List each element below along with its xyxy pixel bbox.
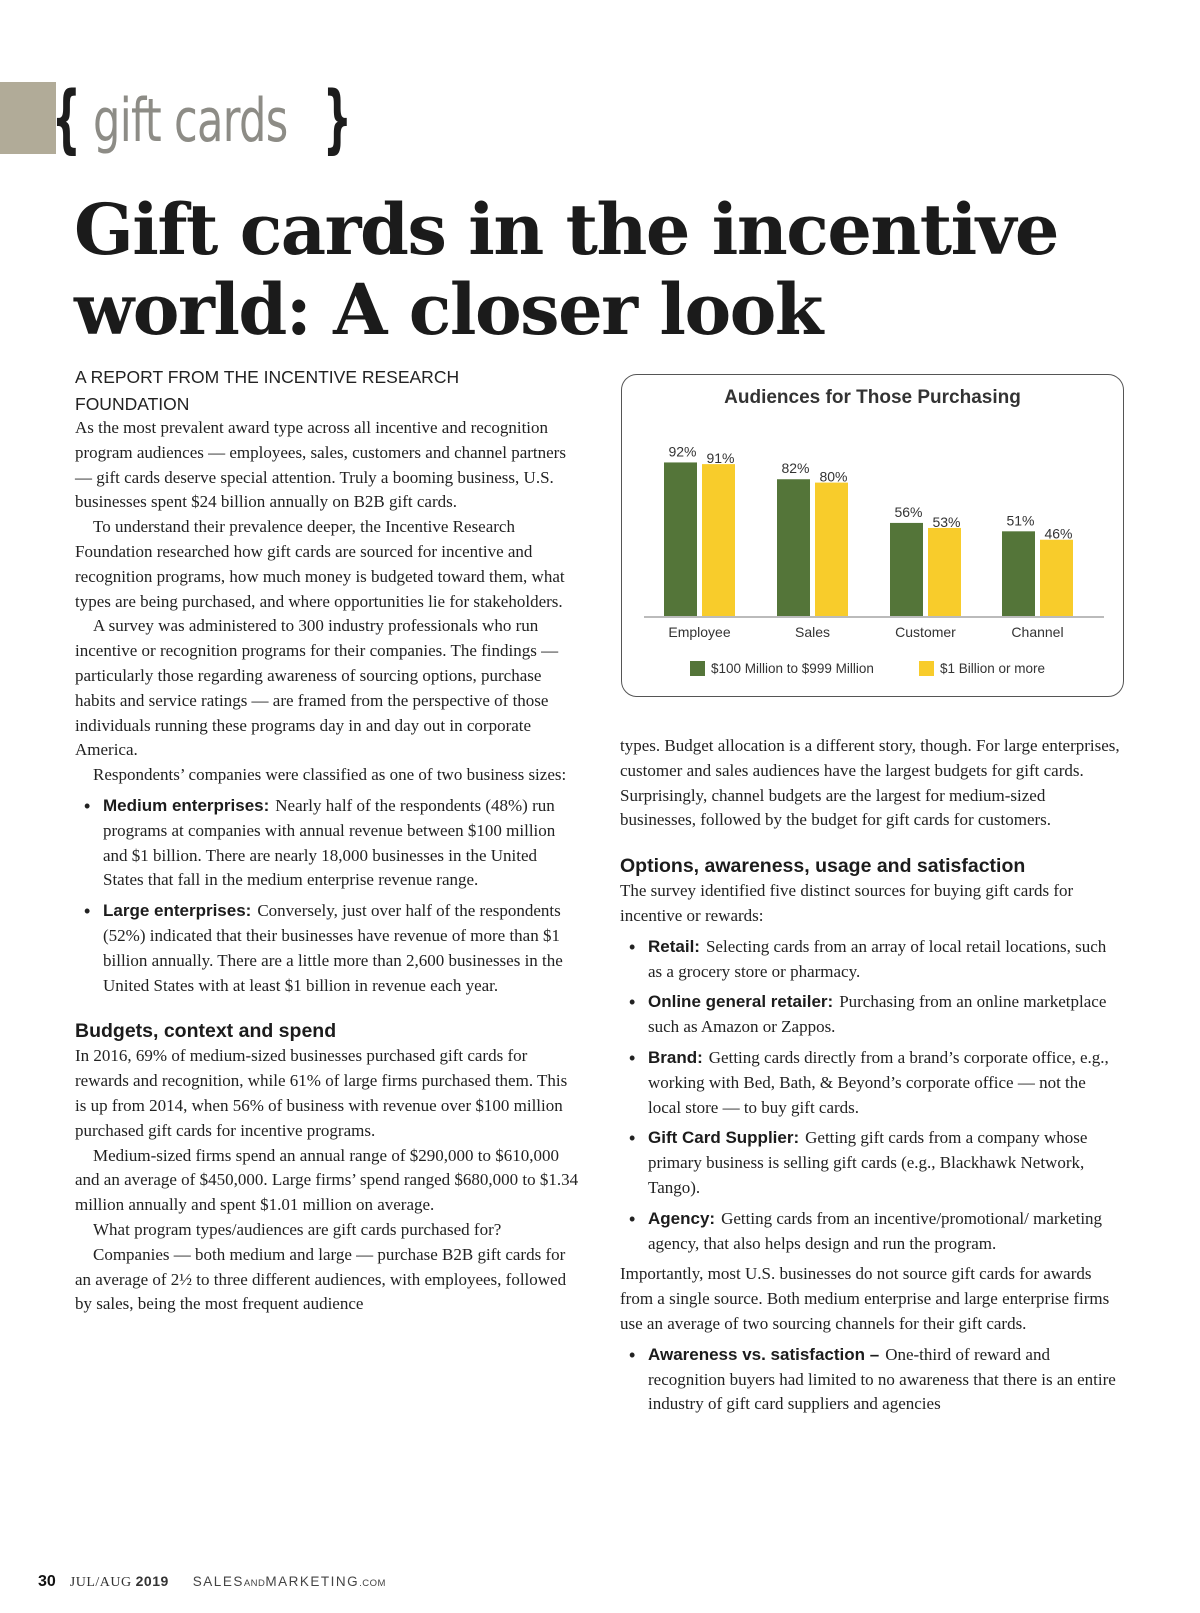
issue-month: JUL/AUG — [69, 1575, 132, 1590]
legend-swatch — [919, 661, 934, 676]
right-column — [620, 734, 1120, 1423]
paragraph: types. Budget allocation is a different story, though. For large enterprises, customer and sales audiences have the largest budgets for gift cards. Surprisingly, channel budgets are the largest for medium-sized businesses, followed by the budget for gift cards for customers. — [620, 736, 1120, 830]
paragraph: To understand their prevalence deeper, the Incentive Research Foundation researched how gift cards are sourced for incentive and recognition programs, how much money is budgeted toward them, what types are being purchased, and where opportunities lie for stakeholders. — [75, 517, 565, 611]
chart-bar — [890, 523, 923, 617]
list-item — [75, 794, 580, 893]
legend-swatch — [690, 661, 705, 676]
paragraph: What program types/audiences are gift cards purchased for? — [93, 1219, 502, 1239]
site-name-part: SALES — [192, 1574, 244, 1589]
chart-bar — [702, 464, 735, 617]
list-item — [620, 1046, 1120, 1120]
list-item-text: Selecting cards from an array of local retail locations, such as a grocery store or pharmacy. — [648, 936, 1107, 981]
chart-bar — [815, 483, 848, 617]
section-tag-label: gift cards — [92, 86, 288, 156]
paragraph: Importantly, most U.S. businesses do not source gift cards for awards from a single source. Both medium enterprise and large enterprise firms use an average of two sourcing channels for their gift cards. — [620, 1264, 1110, 1333]
paragraph: A survey was administered to 300 industry professionals who run incentive or recognition programs for their companies. The findings — particularly those regarding awareness of sourcing options, purchase habits and service ratings — are framed from the perspective of those individuals running these programs day in and day out in corporate America. — [75, 616, 559, 760]
paragraph: Respondents’ companies were classified as one of two business sizes: — [93, 765, 567, 785]
issue-date — [70, 1573, 169, 1591]
byline: A REPORT FROM THE INCENTIVE RESEARCH FOUNDATION — [75, 367, 460, 414]
page-footer — [38, 1573, 386, 1591]
list-item — [620, 1126, 1120, 1200]
left-bracket-glyph: { — [51, 76, 81, 162]
paragraph: The survey identified five distinct sources for buying gift cards for incentive or rewards: — [620, 881, 1074, 925]
chart-bar — [928, 528, 961, 617]
chart-category-label: Customer — [895, 624, 956, 640]
list-item-text: Purchasing from an online marketplace such as Amazon or Zappos. — [648, 992, 1107, 1037]
list-item-text: Nearly half of the respondents (48%) run programs at companies with annual revenue between $100 million and $1 billion. There are nearly 18,000 businesses in the United States that fall in the medium enterprise revenue range. — [103, 795, 556, 890]
headline-line-2: world: A closer look — [74, 268, 822, 351]
list-item-text: One-third of reward and recognition buyers had limited to no awareness that there is an entire industry of gift card suppliers and agencies — [648, 1344, 1116, 1414]
list-item-lead: Awareness vs. satisfaction – — [648, 1344, 880, 1364]
list-item-text: Getting cards from an incentive/promotional/ marketing agency, that also helps design and run the program. — [648, 1208, 1103, 1253]
list-item — [620, 1207, 1120, 1257]
section-tag — [40, 76, 363, 162]
site-name-part: .COM — [359, 1578, 386, 1589]
chart-canvas — [622, 375, 1125, 698]
right-bracket-glyph: } — [322, 76, 352, 162]
chart-data-label: 92% — [668, 443, 697, 460]
chart-category-label: Sales — [794, 624, 831, 640]
left-column — [75, 416, 580, 1317]
site-name-part: MARKETING — [265, 1574, 360, 1589]
source-list — [620, 935, 1120, 1257]
list-item-text: Getting cards directly from a brand’s corporate office, e.g., working with Bed, Bath, & Beyond’s corporate office — not the local store — to buy gift cards. — [648, 1047, 1109, 1117]
list-item-text: Conversely, just over half of the respondents (52%) indicated that their businesses have revenue of more than $1 billion annually. There are a little more than 2,600 businesses in the United States with at least $1 billion in revenue each year. — [103, 901, 563, 995]
list-item-lead: Retail: — [648, 936, 700, 956]
site-name — [193, 1574, 386, 1589]
list-item-text: Getting gift cards from a company whose primary business is selling gift cards (e.g., Blackhawk Network, Tango). — [648, 1128, 1088, 1197]
chart-data-label: 56% — [894, 503, 923, 520]
chart-data-label: 51% — [1006, 512, 1035, 529]
headline-line-1: Gift cards in the incentive — [74, 188, 1058, 271]
section-heading: Options, awareness, usage and satisfaction — [620, 855, 1026, 878]
page-number: 30 — [38, 1573, 56, 1590]
list-item-lead: Online general retailer: — [648, 992, 834, 1012]
chart-category-label: Channel — [1011, 624, 1064, 640]
chart-data-label: 82% — [781, 460, 810, 477]
chart-category-label: Employee — [668, 624, 731, 640]
chart-bar — [664, 462, 697, 617]
site-name-part: AND — [243, 1578, 266, 1589]
legend-label: $1 Billion or more — [940, 661, 1046, 676]
list-item-lead: Agency: — [648, 1208, 716, 1228]
paragraph: Companies — both medium and large — purchase B2B gift cards for an average of 2½ to three different audiences, with employees, followed by sales, being the most frequent audience — [75, 1244, 567, 1314]
chart-data-label: 53% — [932, 513, 961, 530]
business-size-list — [75, 794, 580, 998]
chart-data-label: 91% — [706, 450, 735, 467]
list-item-lead: Large enterprises: — [103, 901, 252, 921]
chart-title: Audiences for Those Purchasing — [724, 387, 1021, 408]
section-heading: Budgets, context and spend — [75, 1020, 337, 1043]
issue-year: 2019 — [135, 1573, 169, 1589]
paragraph: Medium-sized firms spend an annual range of $290,000 to $610,000 and an average of $450,000. Large firms’ spend ranged $680,000 to $1.34 million annually and spent $1.01 million on average. — [75, 1145, 579, 1215]
chart-data-label: 80% — [819, 468, 848, 485]
awareness-list — [620, 1343, 1120, 1417]
list-item — [620, 1343, 1120, 1417]
list-item — [620, 935, 1120, 985]
legend-label: $100 Million to $999 Million — [711, 661, 874, 676]
chart-data-label: 46% — [1044, 525, 1073, 542]
list-item — [620, 990, 1120, 1040]
paragraph: In 2016, 69% of medium-sized businesses purchased gift cards for rewards and recognition, while 61% of large firms purchased them. This is up from 2014, when 56% of business with revenue over $100 million purchased gift cards for incentive programs. — [75, 1046, 568, 1140]
list-item — [75, 899, 580, 998]
list-item-lead: Brand: — [648, 1047, 703, 1067]
chart-bar — [1040, 540, 1073, 617]
audience-bar-chart — [621, 374, 1124, 697]
list-item-lead: Gift Card Supplier: — [648, 1128, 800, 1148]
chart-bar — [1002, 531, 1035, 617]
chart-bar — [777, 479, 810, 617]
article-headline — [74, 190, 1154, 350]
paragraph: As the most prevalent award type across all incentive and recognition program audiences — employees, sales, customers and channel partners — gift cards deserve special attention. Truly a booming business, U.S. businesses spent $24 billion annually on B2B gift cards. — [75, 418, 566, 512]
list-item-lead: Medium enterprises: — [103, 795, 270, 815]
